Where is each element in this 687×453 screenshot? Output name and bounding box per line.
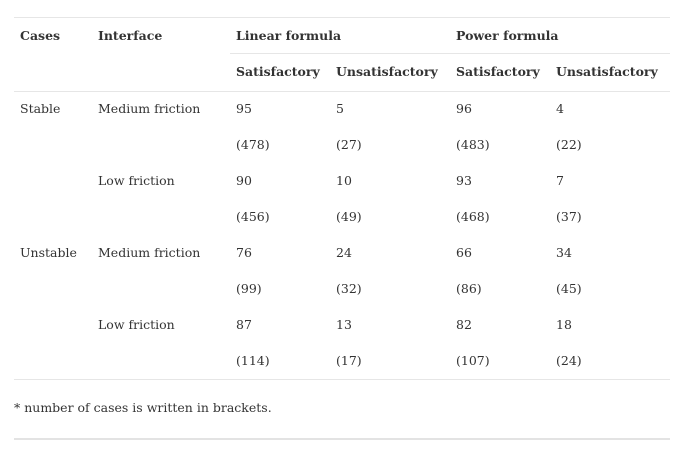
power-satisfactory-cell: 93 [456, 172, 472, 188]
case-cell [14, 344, 92, 380]
linear-unsatisfactory-cell: (32) [336, 280, 362, 296]
interface-cell [92, 344, 230, 380]
linear-satisfactory-cell: 90 [236, 172, 252, 188]
linear-satisfactory-cell: (114) [230, 344, 330, 380]
table-row [14, 200, 670, 236]
header-cases: Cases [20, 28, 61, 43]
header-row-2 [14, 54, 670, 92]
power-unsatisfactory-cell: (45) [556, 280, 582, 296]
header-linear-formula: Linear formula [236, 28, 342, 43]
table-body [14, 92, 670, 380]
power-unsatisfactory-cell: (37) [556, 208, 582, 224]
power-satisfactory-cell: (483) [456, 136, 490, 152]
case-cell [14, 308, 92, 344]
case-cell [14, 128, 92, 164]
interface-cell [92, 272, 230, 308]
interface-cell [92, 128, 230, 164]
header-blank [92, 54, 230, 92]
case-cell: Unstable [20, 244, 77, 260]
case-cell [14, 164, 92, 200]
case-cell: Stable [14, 92, 92, 128]
power-satisfactory-cell: (86) [456, 280, 482, 296]
linear-unsatisfactory-cell: 24 [336, 244, 352, 260]
linear-unsatisfactory-cell: 10 [336, 172, 352, 188]
linear-unsatisfactory-cell: 5 [330, 92, 450, 128]
power-unsatisfactory-cell: 4 [550, 92, 670, 128]
results-table-container [14, 17, 670, 380]
header-power-unsatisfactory: Unsatisfactory [550, 54, 670, 92]
power-unsatisfactory-cell: (24) [550, 344, 670, 380]
case-cell [14, 200, 92, 236]
power-satisfactory-cell: 96 [450, 92, 550, 128]
linear-satisfactory-cell: 95 [230, 92, 330, 128]
linear-unsatisfactory-cell: (17) [330, 344, 450, 380]
linear-satisfactory-cell: 87 [236, 316, 252, 332]
power-satisfactory-cell: (468) [456, 208, 490, 224]
table-row [14, 164, 670, 200]
bottom-divider [14, 438, 670, 440]
power-unsatisfactory-cell: 18 [556, 316, 572, 332]
linear-satisfactory-cell: (99) [236, 280, 262, 296]
linear-satisfactory-cell: 76 [236, 244, 252, 260]
interface-cell: Low friction [98, 172, 175, 188]
linear-unsatisfactory-cell: 13 [336, 316, 352, 332]
linear-unsatisfactory-cell: (49) [336, 208, 362, 224]
interface-cell: Low friction [98, 316, 175, 332]
interface-cell [92, 200, 230, 236]
results-table [14, 17, 670, 380]
header-linear-satisfactory: Satisfactory [230, 54, 330, 92]
power-unsatisfactory-cell: 7 [556, 172, 564, 188]
linear-satisfactory-cell: (456) [236, 208, 270, 224]
power-satisfactory-cell: (107) [450, 344, 550, 380]
header-power-satisfactory: Satisfactory [450, 54, 550, 92]
header-blank [14, 54, 92, 92]
table-row [14, 128, 670, 164]
interface-cell: Medium friction [98, 244, 201, 260]
header-linear-unsatisfactory: Unsatisfactory [330, 54, 450, 92]
power-unsatisfactory-cell: 34 [556, 244, 572, 260]
table-row [14, 308, 670, 344]
linear-unsatisfactory-cell: (27) [336, 136, 362, 152]
table-row [14, 344, 670, 380]
linear-satisfactory-cell: (478) [236, 136, 270, 152]
table-row [14, 272, 670, 308]
table-row [14, 236, 670, 272]
power-satisfactory-cell: 82 [456, 316, 472, 332]
power-satisfactory-cell: 66 [456, 244, 472, 260]
power-unsatisfactory-cell: (22) [556, 136, 582, 152]
table-row [14, 92, 670, 128]
interface-cell: Medium friction [92, 92, 230, 128]
table-footnote: * number of cases is written in brackets. [14, 400, 272, 415]
case-cell [14, 272, 92, 308]
header-interface: Interface [98, 28, 163, 43]
header-power-formula: Power formula [456, 28, 559, 43]
header-row-1 [14, 18, 670, 54]
